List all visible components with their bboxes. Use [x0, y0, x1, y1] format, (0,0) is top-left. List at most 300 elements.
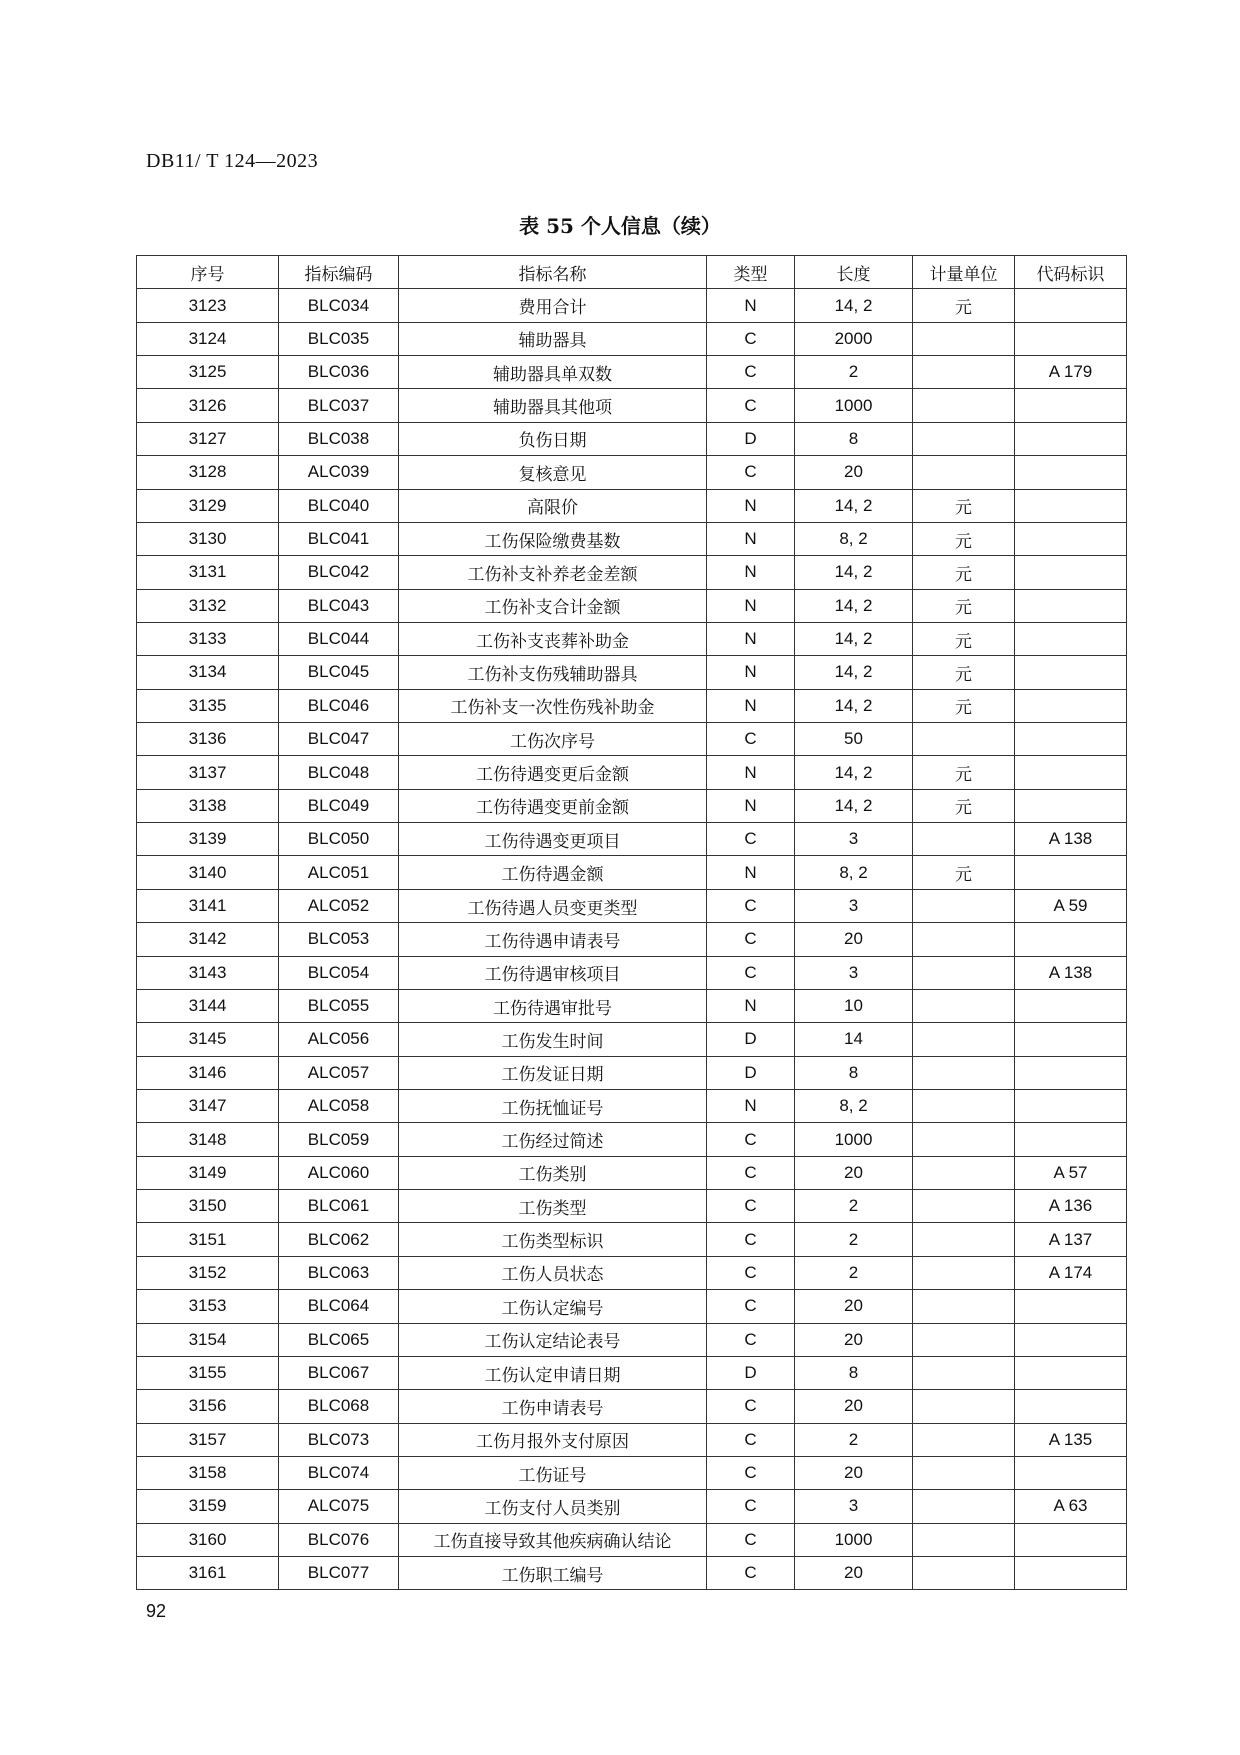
cell-indicator-code: BLC054 [279, 956, 399, 989]
table-row [137, 622, 1127, 655]
cell-seq: 3158 [137, 1456, 279, 1489]
cell-unit: 元 [913, 756, 1015, 789]
cell-length: 14, 2 [795, 622, 913, 655]
cell-unit [913, 956, 1015, 989]
cell-seq: 3139 [137, 823, 279, 856]
cell-indicator-name: 工伤待遇审批号 [399, 989, 707, 1022]
table-row [137, 789, 1127, 822]
cell-type: C [707, 389, 795, 422]
cell-type: C [707, 889, 795, 922]
cell-indicator-code: BLC073 [279, 1423, 399, 1456]
cell-length: 20 [795, 1156, 913, 1189]
cell-seq: 3155 [137, 1356, 279, 1389]
cell-length: 1000 [795, 1123, 913, 1156]
cell-type: D [707, 422, 795, 455]
cell-type: N [707, 522, 795, 555]
cell-unit: 元 [913, 289, 1015, 322]
cell-unit: 元 [913, 856, 1015, 889]
cell-length: 2000 [795, 322, 913, 355]
cell-unit [913, 1456, 1015, 1489]
cell-seq: 3132 [137, 589, 279, 622]
cell-length: 20 [795, 456, 913, 489]
cell-seq: 3134 [137, 656, 279, 689]
personal-info-table [136, 255, 1127, 1590]
cell-indicator-code: BLC064 [279, 1290, 399, 1323]
cell-indicator-name: 工伤保险缴费基数 [399, 522, 707, 555]
cell-indicator-code: BLC043 [279, 589, 399, 622]
cell-indicator-code: BLC035 [279, 322, 399, 355]
cell-code-id: A 63 [1015, 1490, 1127, 1523]
cell-code-id [1015, 622, 1127, 655]
cell-code-id [1015, 656, 1127, 689]
table-row [137, 1456, 1127, 1489]
cell-type: N [707, 289, 795, 322]
cell-indicator-name: 工伤认定编号 [399, 1290, 707, 1323]
cell-indicator-name: 工伤证号 [399, 1456, 707, 1489]
cell-unit [913, 723, 1015, 756]
cell-indicator-name: 工伤发证日期 [399, 1056, 707, 1089]
cell-unit: 元 [913, 789, 1015, 822]
cell-unit [913, 1390, 1015, 1423]
table-row [137, 856, 1127, 889]
table-row [137, 556, 1127, 589]
cell-type: C [707, 1456, 795, 1489]
cell-unit [913, 1156, 1015, 1189]
cell-indicator-code: BLC061 [279, 1190, 399, 1223]
cell-indicator-code: BLC053 [279, 923, 399, 956]
cell-type: N [707, 1089, 795, 1122]
cell-seq: 3135 [137, 689, 279, 722]
cell-seq: 3138 [137, 789, 279, 822]
cell-type: D [707, 1356, 795, 1389]
cell-unit: 元 [913, 589, 1015, 622]
table-row [137, 1557, 1127, 1590]
cell-indicator-name: 工伤待遇变更后金额 [399, 756, 707, 789]
cell-unit [913, 1089, 1015, 1122]
cell-indicator-name: 工伤职工编号 [399, 1557, 707, 1590]
cell-code-id [1015, 1123, 1127, 1156]
cell-type: C [707, 1256, 795, 1289]
cell-code-id [1015, 456, 1127, 489]
cell-length: 14, 2 [795, 756, 913, 789]
cell-code-id [1015, 1056, 1127, 1089]
cell-seq: 3152 [137, 1256, 279, 1289]
cell-length: 2 [795, 1256, 913, 1289]
cell-seq: 3133 [137, 622, 279, 655]
cell-indicator-name: 辅助器具其他项 [399, 389, 707, 422]
cell-code-id [1015, 422, 1127, 455]
cell-unit: 元 [913, 522, 1015, 555]
cell-type: C [707, 1323, 795, 1356]
cell-indicator-name: 工伤补支补养老金差额 [399, 556, 707, 589]
table-row [137, 723, 1127, 756]
cell-indicator-code: BLC044 [279, 622, 399, 655]
cell-indicator-code: BLC045 [279, 656, 399, 689]
cell-type: N [707, 856, 795, 889]
cell-unit [913, 1223, 1015, 1256]
cell-seq: 3126 [137, 389, 279, 422]
table-row [137, 489, 1127, 522]
table-header-row [137, 256, 1127, 289]
cell-unit [913, 989, 1015, 1022]
column-header-unit: 计量单位 [913, 256, 1015, 289]
cell-indicator-name: 辅助器具单双数 [399, 356, 707, 389]
cell-unit [913, 823, 1015, 856]
cell-seq: 3145 [137, 1023, 279, 1056]
cell-unit [913, 1323, 1015, 1356]
cell-indicator-name: 工伤次序号 [399, 723, 707, 756]
cell-code-id [1015, 556, 1127, 589]
table-row [137, 989, 1127, 1022]
cell-type: N [707, 556, 795, 589]
cell-indicator-name: 工伤待遇金额 [399, 856, 707, 889]
cell-type: C [707, 1223, 795, 1256]
table-row [137, 1056, 1127, 1089]
cell-indicator-code: BLC041 [279, 522, 399, 555]
table-row [137, 1490, 1127, 1523]
cell-indicator-name: 工伤认定结论表号 [399, 1323, 707, 1356]
table-row [137, 689, 1127, 722]
cell-seq: 3161 [137, 1557, 279, 1590]
table-row [137, 1256, 1127, 1289]
cell-type: C [707, 1423, 795, 1456]
cell-type: C [707, 322, 795, 355]
cell-indicator-code: ALC058 [279, 1089, 399, 1122]
table-row [137, 1523, 1127, 1556]
cell-indicator-name: 工伤待遇变更前金额 [399, 789, 707, 822]
cell-indicator-name: 工伤待遇人员变更类型 [399, 889, 707, 922]
cell-seq: 3146 [137, 1056, 279, 1089]
cell-type: N [707, 789, 795, 822]
cell-indicator-code: BLC062 [279, 1223, 399, 1256]
cell-indicator-name: 工伤待遇变更项目 [399, 823, 707, 856]
cell-indicator-code: BLC076 [279, 1523, 399, 1556]
cell-length: 2 [795, 356, 913, 389]
cell-indicator-name: 工伤补支丧葬补助金 [399, 622, 707, 655]
table-row [137, 1156, 1127, 1189]
cell-type: N [707, 756, 795, 789]
cell-length: 8 [795, 1356, 913, 1389]
cell-indicator-code: BLC036 [279, 356, 399, 389]
cell-length: 1000 [795, 389, 913, 422]
cell-code-id [1015, 489, 1127, 522]
cell-seq: 3136 [137, 723, 279, 756]
table-row [137, 756, 1127, 789]
cell-indicator-code: ALC052 [279, 889, 399, 922]
cell-indicator-code: ALC051 [279, 856, 399, 889]
cell-indicator-code: ALC075 [279, 1490, 399, 1523]
cell-seq: 3156 [137, 1390, 279, 1423]
cell-unit [913, 923, 1015, 956]
table-row [137, 456, 1127, 489]
table-row [137, 522, 1127, 555]
cell-length: 14 [795, 1023, 913, 1056]
cell-indicator-name: 工伤认定申请日期 [399, 1356, 707, 1389]
cell-seq: 3151 [137, 1223, 279, 1256]
cell-code-id: A 135 [1015, 1423, 1127, 1456]
column-header-name: 指标名称 [399, 256, 707, 289]
cell-unit: 元 [913, 556, 1015, 589]
cell-type: D [707, 1023, 795, 1056]
cell-length: 14, 2 [795, 689, 913, 722]
cell-unit [913, 322, 1015, 355]
table-row [137, 389, 1127, 422]
cell-length: 2 [795, 1190, 913, 1223]
cell-indicator-name: 工伤抚恤证号 [399, 1089, 707, 1122]
cell-indicator-name: 负伤日期 [399, 422, 707, 455]
cell-indicator-name: 高限价 [399, 489, 707, 522]
cell-indicator-code: BLC068 [279, 1390, 399, 1423]
cell-unit [913, 1423, 1015, 1456]
cell-unit [913, 1190, 1015, 1223]
cell-type: C [707, 923, 795, 956]
cell-seq: 3144 [137, 989, 279, 1022]
cell-seq: 3137 [137, 756, 279, 789]
cell-type: C [707, 1490, 795, 1523]
cell-unit [913, 1557, 1015, 1590]
cell-seq: 3141 [137, 889, 279, 922]
cell-length: 14, 2 [795, 489, 913, 522]
cell-code-id [1015, 1290, 1127, 1323]
cell-unit [913, 889, 1015, 922]
cell-code-id [1015, 789, 1127, 822]
cell-length: 8 [795, 1056, 913, 1089]
cell-indicator-name: 工伤待遇审核项目 [399, 956, 707, 989]
table-row [137, 1323, 1127, 1356]
table-row [137, 1023, 1127, 1056]
cell-code-id [1015, 856, 1127, 889]
cell-length: 3 [795, 1490, 913, 1523]
cell-code-id [1015, 689, 1127, 722]
table-row [137, 1290, 1127, 1323]
cell-type: C [707, 356, 795, 389]
cell-length: 50 [795, 723, 913, 756]
cell-code-id [1015, 989, 1127, 1022]
cell-length: 14, 2 [795, 556, 913, 589]
cell-code-id [1015, 1456, 1127, 1489]
cell-type: C [707, 1290, 795, 1323]
cell-indicator-name: 工伤补支一次性伤残补助金 [399, 689, 707, 722]
cell-length: 14, 2 [795, 289, 913, 322]
cell-unit [913, 1290, 1015, 1323]
table-row [137, 656, 1127, 689]
cell-code-id: A 179 [1015, 356, 1127, 389]
cell-indicator-name: 工伤支付人员类别 [399, 1490, 707, 1523]
cell-indicator-name: 工伤发生时间 [399, 1023, 707, 1056]
cell-code-id [1015, 923, 1127, 956]
cell-code-id [1015, 1323, 1127, 1356]
cell-code-id [1015, 1089, 1127, 1122]
cell-length: 10 [795, 989, 913, 1022]
cell-length: 8 [795, 422, 913, 455]
cell-indicator-code: BLC055 [279, 989, 399, 1022]
cell-code-id [1015, 1390, 1127, 1423]
cell-type: N [707, 589, 795, 622]
cell-type: C [707, 456, 795, 489]
cell-seq: 3123 [137, 289, 279, 322]
cell-type: N [707, 622, 795, 655]
table-row [137, 589, 1127, 622]
cell-indicator-code: BLC065 [279, 1323, 399, 1356]
cell-indicator-code: BLC047 [279, 723, 399, 756]
table-row [137, 1089, 1127, 1122]
cell-indicator-name: 工伤待遇申请表号 [399, 923, 707, 956]
cell-length: 3 [795, 889, 913, 922]
column-header-type: 类型 [707, 256, 795, 289]
cell-type: D [707, 1056, 795, 1089]
column-header-code-id: 代码标识 [1015, 256, 1127, 289]
cell-code-id [1015, 322, 1127, 355]
cell-length: 20 [795, 1456, 913, 1489]
cell-length: 20 [795, 1323, 913, 1356]
cell-code-id [1015, 389, 1127, 422]
cell-indicator-code: BLC063 [279, 1256, 399, 1289]
cell-unit [913, 389, 1015, 422]
cell-code-id [1015, 1523, 1127, 1556]
cell-indicator-code: BLC038 [279, 422, 399, 455]
cell-length: 8, 2 [795, 856, 913, 889]
table-row [137, 956, 1127, 989]
cell-code-id [1015, 289, 1127, 322]
table-row [137, 1190, 1127, 1223]
cell-code-id: A 57 [1015, 1156, 1127, 1189]
cell-code-id [1015, 1356, 1127, 1389]
column-header-code: 指标编码 [279, 256, 399, 289]
table-row [137, 823, 1127, 856]
cell-indicator-name: 工伤人员状态 [399, 1256, 707, 1289]
cell-unit [913, 422, 1015, 455]
cell-unit [913, 1256, 1015, 1289]
cell-seq: 3154 [137, 1323, 279, 1356]
table-row [137, 356, 1127, 389]
cell-indicator-code: ALC039 [279, 456, 399, 489]
cell-seq: 3160 [137, 1523, 279, 1556]
cell-length: 20 [795, 923, 913, 956]
table-title: 表 55 个人信息（续） [519, 214, 721, 238]
table-row [137, 1123, 1127, 1156]
cell-type: C [707, 1523, 795, 1556]
cell-type: N [707, 689, 795, 722]
cell-unit [913, 1356, 1015, 1389]
cell-length: 1000 [795, 1523, 913, 1556]
cell-indicator-code: BLC049 [279, 789, 399, 822]
cell-length: 14, 2 [795, 789, 913, 822]
cell-unit: 元 [913, 689, 1015, 722]
cell-code-id [1015, 522, 1127, 555]
cell-type: C [707, 1557, 795, 1590]
cell-indicator-name: 工伤类别 [399, 1156, 707, 1189]
cell-seq: 3142 [137, 923, 279, 956]
cell-length: 20 [795, 1290, 913, 1323]
cell-seq: 3150 [137, 1190, 279, 1223]
cell-code-id: A 137 [1015, 1223, 1127, 1256]
cell-seq: 3127 [137, 422, 279, 455]
cell-code-id: A 59 [1015, 889, 1127, 922]
cell-unit [913, 1523, 1015, 1556]
cell-code-id [1015, 589, 1127, 622]
cell-indicator-code: BLC077 [279, 1557, 399, 1590]
cell-seq: 3131 [137, 556, 279, 589]
cell-seq: 3149 [137, 1156, 279, 1189]
cell-indicator-name: 复核意见 [399, 456, 707, 489]
cell-code-id [1015, 1023, 1127, 1056]
cell-type: N [707, 656, 795, 689]
cell-code-id: A 138 [1015, 823, 1127, 856]
table-row [137, 889, 1127, 922]
cell-indicator-name: 费用合计 [399, 289, 707, 322]
cell-indicator-code: BLC067 [279, 1356, 399, 1389]
cell-indicator-name: 工伤补支合计金额 [399, 589, 707, 622]
cell-unit [913, 1490, 1015, 1523]
cell-indicator-code: ALC060 [279, 1156, 399, 1189]
cell-length: 2 [795, 1423, 913, 1456]
cell-indicator-name: 工伤直接导致其他疾病确认结论 [399, 1523, 707, 1556]
column-header-length: 长度 [795, 256, 913, 289]
cell-unit: 元 [913, 656, 1015, 689]
page-number: 92 [146, 1601, 167, 1621]
cell-indicator-code: BLC040 [279, 489, 399, 522]
table-row [137, 422, 1127, 455]
table-row [137, 923, 1127, 956]
cell-length: 8, 2 [795, 522, 913, 555]
cell-indicator-code: ALC056 [279, 1023, 399, 1056]
table-row [137, 1356, 1127, 1389]
cell-indicator-name: 工伤月报外支付原因 [399, 1423, 707, 1456]
cell-seq: 3147 [137, 1089, 279, 1122]
cell-type: C [707, 723, 795, 756]
cell-indicator-code: ALC057 [279, 1056, 399, 1089]
cell-type: C [707, 1123, 795, 1156]
cell-indicator-code: BLC037 [279, 389, 399, 422]
cell-type: C [707, 823, 795, 856]
cell-length: 14, 2 [795, 589, 913, 622]
cell-seq: 3157 [137, 1423, 279, 1456]
cell-length: 20 [795, 1390, 913, 1423]
cell-unit [913, 356, 1015, 389]
cell-seq: 3148 [137, 1123, 279, 1156]
cell-code-id: A 138 [1015, 956, 1127, 989]
cell-type: C [707, 1390, 795, 1423]
table-row [137, 322, 1127, 355]
cell-type: N [707, 989, 795, 1022]
table-row [137, 289, 1127, 322]
cell-code-id: A 136 [1015, 1190, 1127, 1223]
cell-seq: 3153 [137, 1290, 279, 1323]
cell-type: C [707, 956, 795, 989]
table-row [137, 1390, 1127, 1423]
cell-seq: 3128 [137, 456, 279, 489]
cell-indicator-code: BLC034 [279, 289, 399, 322]
cell-seq: 3159 [137, 1490, 279, 1523]
column-header-seq: 序号 [137, 256, 279, 289]
table-body [137, 289, 1127, 1590]
cell-indicator-code: BLC050 [279, 823, 399, 856]
cell-seq: 3143 [137, 956, 279, 989]
cell-unit [913, 1056, 1015, 1089]
cell-unit [913, 1023, 1015, 1056]
cell-length: 20 [795, 1557, 913, 1590]
cell-length: 2 [795, 1223, 913, 1256]
cell-type: N [707, 489, 795, 522]
cell-indicator-code: BLC059 [279, 1123, 399, 1156]
cell-seq: 3140 [137, 856, 279, 889]
cell-indicator-code: BLC048 [279, 756, 399, 789]
cell-length: 3 [795, 956, 913, 989]
cell-code-id: A 174 [1015, 1256, 1127, 1289]
cell-unit: 元 [913, 622, 1015, 655]
cell-indicator-name: 工伤补支伤残辅助器具 [399, 656, 707, 689]
table-row [137, 1423, 1127, 1456]
